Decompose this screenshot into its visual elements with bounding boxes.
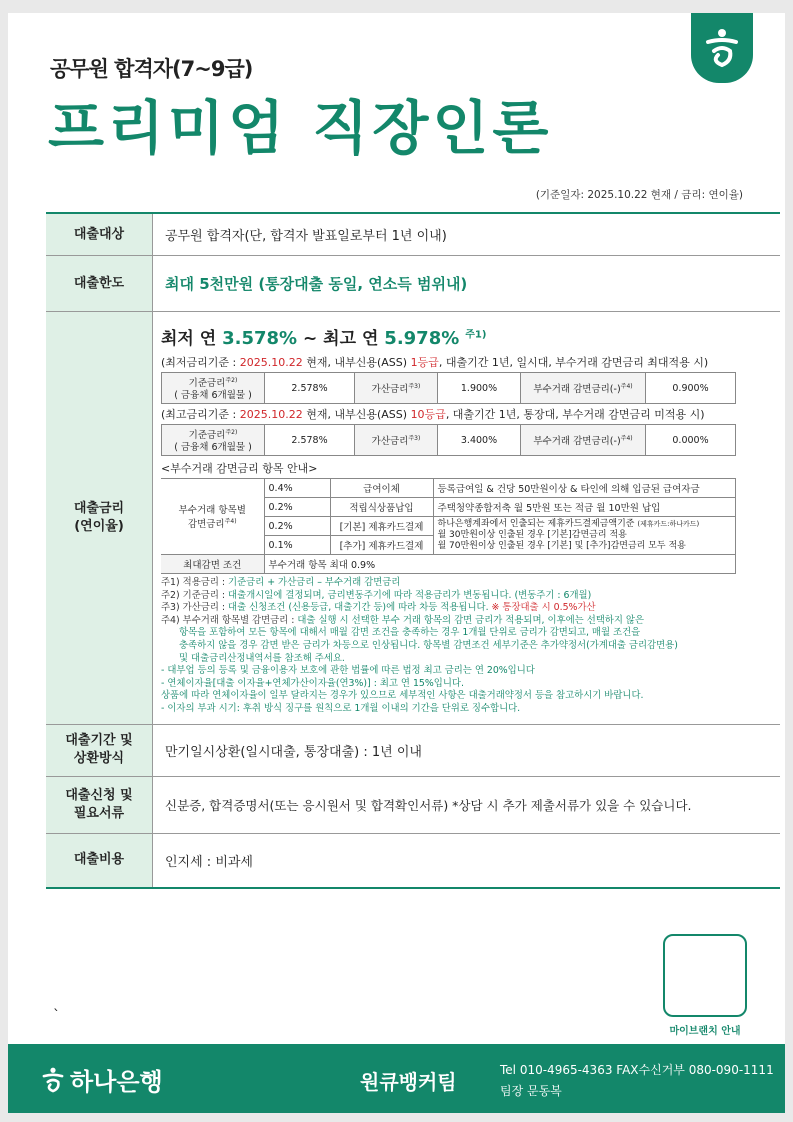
- footnote-line: 상품에 따라 연체이자율이 일부 달라지는 경우가 있으므로 세부적인 사항은 대출거래약정서 등을 참고하시기 바랍니다.: [161, 690, 644, 702]
- footnote-line: 주3) 가산금리 : 대출 신청조건 (신용등급, 대출기간 등)에 따라 차등 적용됩니다. ※ 통장대출 시 0.5%가산: [161, 602, 596, 614]
- rate-footnotes: [161, 577, 776, 724]
- disc-item-rate: 0.2%: [264, 498, 330, 517]
- add-rate-label-2: 가산금리$^{주3)}$: [355, 425, 438, 456]
- max-disc-value: 부수거래 항목 최대 0.9%: [264, 555, 736, 574]
- min-rate-condition: (최저금리기준 : 2025.10.22 현재, 내부신용(ASS) 1등급, 대출기간 1년, 일시대, 부수거래 감면금리 최대적용 시): [161, 356, 709, 369]
- row-rate: [46, 312, 780, 725]
- footnote-line: 및 대출금리산정내역서를 참조해 주세요.: [179, 652, 345, 664]
- min-add-rate: 1.900%: [438, 373, 521, 404]
- value-cost: 인지세 : 비과세: [165, 854, 253, 870]
- value-limit: 최대 5천만원 (통장대출 동일, 연소득 범위내): [165, 275, 468, 293]
- flyer-page: [8, 13, 785, 1113]
- label-rate-line2: (연이율): [74, 518, 124, 534]
- disc-item-rate: 0.1%: [264, 536, 330, 555]
- disc-item-rate: 0.2%: [264, 517, 330, 536]
- max-rate-condition: (최고금리기준 : 2025.10.22 현재, 내부신용(ASS) 10등급, 대출기간 1년, 통장대, 부수거래 감면금리 미적용 시): [161, 408, 705, 421]
- rate-detail: [153, 312, 780, 724]
- rate-max-label: ~ 최고 연: [303, 329, 379, 349]
- footer-bar: [8, 1044, 785, 1113]
- row-cost: [46, 834, 780, 887]
- min-disc-rate: 0.900%: [646, 373, 736, 404]
- label-rate-line1: 대출금리: [73, 501, 125, 517]
- label-docs-line2: 필요서류: [73, 805, 125, 821]
- disc-item-desc: 등록급여일 & 건당 50만원이상 & 타인에 의해 입금된 급여자금: [433, 479, 736, 498]
- row-term: [46, 725, 780, 777]
- disc-item-name: [추가] 제휴카드결제: [330, 536, 433, 555]
- hana-bank-logo-icon: [40, 1065, 66, 1095]
- footnote-line: 주2) 기준금리 : 대출개시일에 결정되며, 금리변동주기에 따라 적용금리가 변동됩니다. (변동주기 : 6개월): [161, 589, 592, 601]
- label-cost: 대출비용: [46, 834, 153, 887]
- max-base-rate: 2.578%: [265, 425, 355, 456]
- disc-item-desc: 하나은행계좌에서 인출되는 제휴카드결제금액기준 (제휴카드:하나카드) 월 30만원이상 인출된 경우 [기본]감면금리 적용 월 70만원이상 인출된 경우 [기본] 및 [추가]감면금리 모두 적용: [433, 517, 736, 555]
- disc-item-name: 적립식상품납입: [330, 498, 433, 517]
- disc-item-row: [161, 479, 736, 498]
- value-target: 공무원 합격자(단, 합격자 발표일로부터 1년 이내): [165, 229, 447, 244]
- label-rate: [46, 312, 153, 724]
- label-term-line2: 상환방식: [73, 751, 125, 767]
- disc-rate-label: 부수거래 감면금리$(-)^{주4)}$: [521, 373, 646, 404]
- footnote-line: - 이자의 부과 시기: 후취 방식 징구를 원칙으로 1개월 이내의 기간을 단위로 징수합니다.: [161, 702, 521, 714]
- row-limit: [46, 256, 780, 312]
- value-docs: 신분증, 합격증명서(또는 응시원서 및 합격확인서류) *상담 시 추가 제출서류가 있을 수 있습니다.: [165, 797, 692, 813]
- label-term-line1: 대출기간 및: [65, 733, 133, 749]
- product-title: 프리미엄 직장인론: [48, 94, 553, 162]
- hana-logo-badge: [691, 13, 753, 83]
- footer-logo-text: 하나은행: [70, 1068, 163, 1096]
- disc-guide-title: <부수거래 감면금리 항목 안내>: [161, 462, 318, 475]
- base-rate-label: 기준금리$^{주2)}$ ( 금융채 6개월물 ): [162, 373, 265, 404]
- product-subtitle: 공무원 합격자(7~9급): [50, 57, 253, 81]
- mybranch-label: 마이브랜치 안내: [669, 1026, 741, 1037]
- stray-mark: `: [53, 1008, 60, 1024]
- footer-contact: Tel 010-4965-4363 FAX수신거부 080-090-1111: [500, 1063, 774, 1077]
- footer-logo: [40, 1062, 163, 1097]
- max-disc-label: 최대감면 조건: [161, 555, 264, 574]
- mybranch-qr-box[interactable]: [663, 934, 747, 1017]
- disc-items-table: [161, 478, 736, 574]
- label-target: 대출대상: [46, 214, 153, 255]
- footnote-line: 주4) 부수거래 항목별 감면금리 : 대출 실행 시 선택한 부수 거래 항목의 감면 금리가 적용되며, 이후에는 선택하지 않은: [161, 614, 645, 626]
- footnote-line: 주1) 적용금리 : 기준금리 + 가산금리 – 부수거래 감면금리: [161, 577, 401, 588]
- footer-team: 원큐뱅커팀: [360, 1070, 457, 1094]
- rate-range: [161, 324, 776, 349]
- footer-manager: 팀장 문동복: [500, 1084, 562, 1098]
- disc-item-desc: 주택청약종합저축 월 5만원 또는 적금 월 10만원 납입: [433, 498, 736, 517]
- footnote-line: - 대부업 등의 등록 및 금융이용자 보호에 관한 법률에 따른 법정 최고 금리는 연 20%입니다: [161, 665, 535, 677]
- max-disc-row: [161, 555, 736, 574]
- min-rate-table: [161, 372, 736, 404]
- rate-min-value: 3.578%: [222, 328, 298, 349]
- rate-footnote-ref: 주1): [465, 329, 487, 341]
- max-rate-table: [161, 424, 736, 456]
- min-base-rate: 2.578%: [265, 373, 355, 404]
- footnote-line: - 연체이자율[대출 이자율+연체가산이자율(연3%)] : 최고 연 15%입니다.: [161, 677, 464, 689]
- footnote-line: 항목을 포함하여 모든 항목에 대해서 매월 감면 조건을 충족하는 경우 1개월 단위로 금리가 감면되고, 매월 조건을: [179, 627, 641, 639]
- disc-item-rate: 0.4%: [264, 479, 330, 498]
- max-disc-rate: 0.000%: [646, 425, 736, 456]
- disc-rate-label-2: 부수거래 감면금리$(-)^{주4)}$: [521, 425, 646, 456]
- label-docs-line1: 대출신청 및: [65, 787, 133, 803]
- hana-bank-logo-icon: [702, 27, 742, 69]
- base-rate-label-2: 기준금리$^{주2)}$ ( 금융채 6개월물 ): [162, 425, 265, 456]
- max-add-rate: 3.400%: [438, 425, 521, 456]
- disc-items-label: 부수거래 항목별 감면금리$^{주4)}$: [161, 479, 264, 555]
- rate-max-value: 5.978%: [384, 328, 460, 349]
- disc-item-name: 급여이체: [330, 479, 433, 498]
- value-term: 만기일시상환(일시대출, 통장대출) : 1년 이내: [165, 744, 422, 760]
- row-target: [46, 214, 780, 256]
- disc-item-name: [기본] 제휴카드결제: [330, 517, 433, 536]
- row-docs: [46, 777, 780, 834]
- label-docs: [46, 777, 153, 833]
- label-term: [46, 725, 153, 776]
- product-table: [46, 212, 780, 889]
- add-rate-label: 가산금리$^{주3)}$: [355, 373, 438, 404]
- rate-min-label: 최저 연: [161, 329, 217, 349]
- label-limit: 대출한도: [46, 256, 153, 311]
- footnote-line: 충족하지 않을 경우 감면 받은 금리가 차등으로 인상됩니다. 항목별 감면조건 세부기준은 추가약정서(가계대출 금리감면용): [179, 639, 678, 651]
- basis-date: (기준일자: 2025.10.22 현재 / 금리: 연이율): [535, 189, 743, 201]
